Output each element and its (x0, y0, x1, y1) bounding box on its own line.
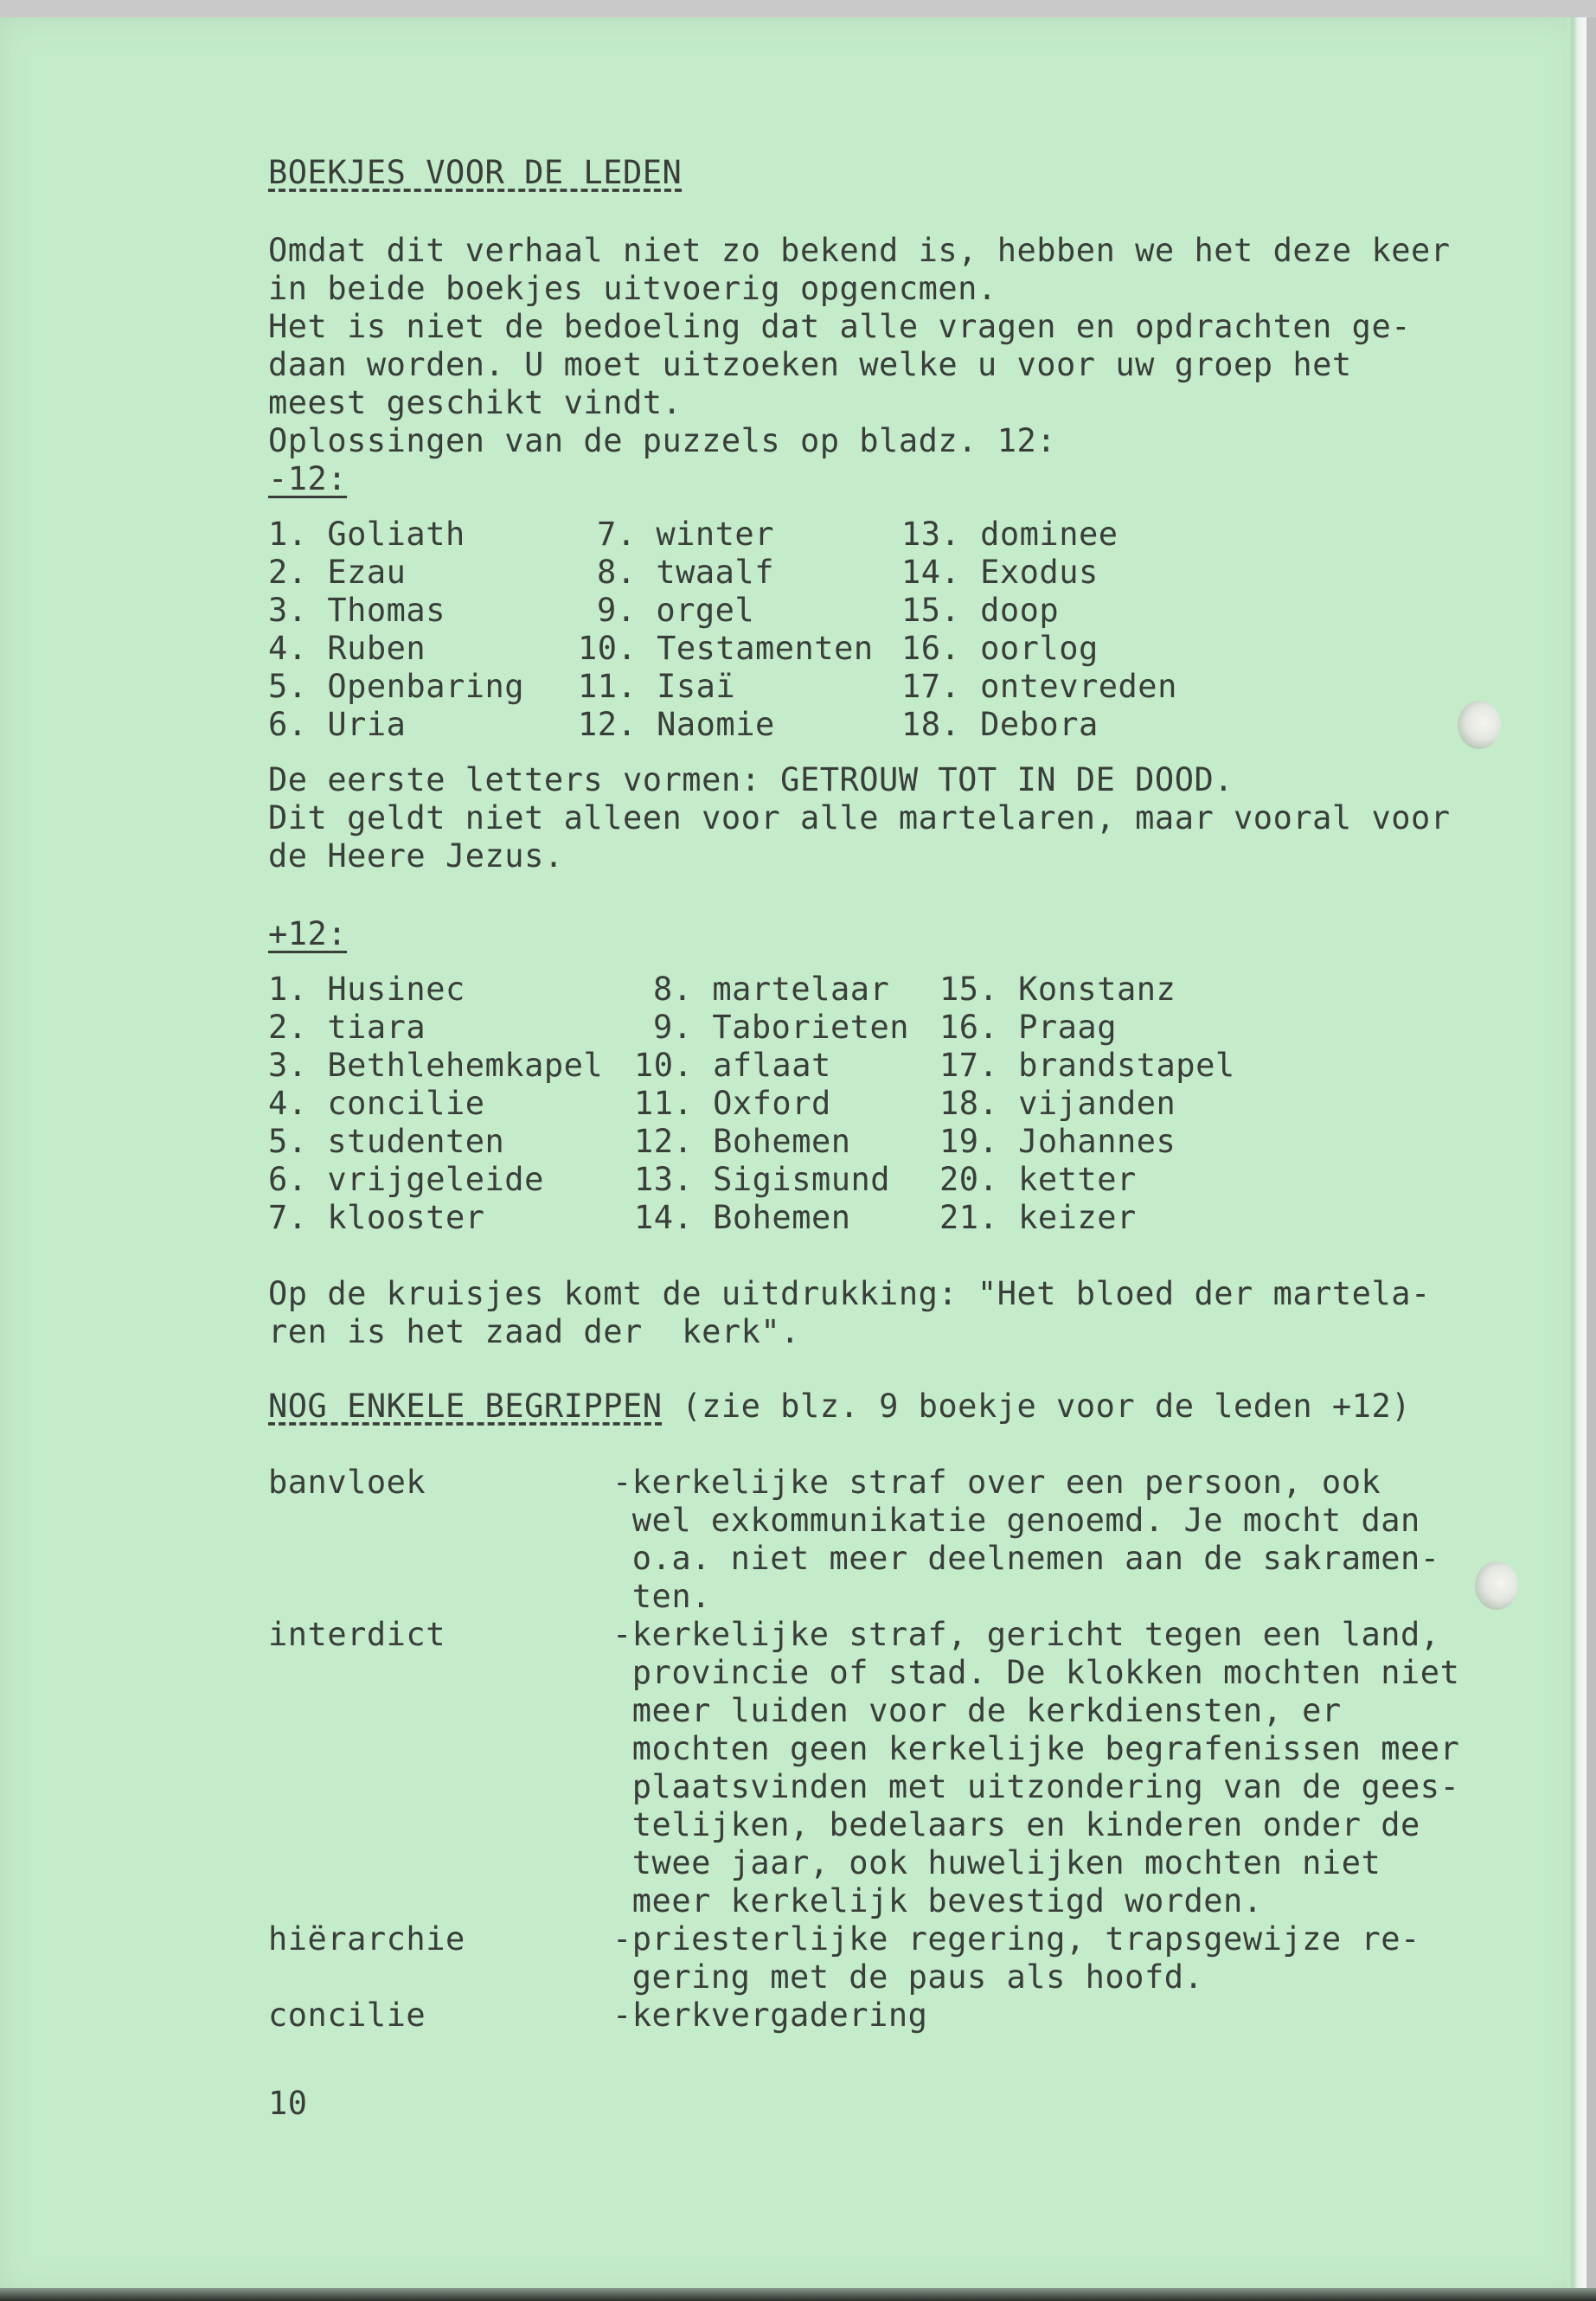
answer-item: 3. Thomas (268, 592, 445, 629)
answer-item: 2. Ezau (268, 554, 407, 591)
answer-item: 17. ontevreden (901, 668, 1177, 705)
answer-item: 13. dominee (901, 516, 1118, 553)
conclusion-line: de Heere Jezus. (268, 837, 564, 875)
heading-begrippen: NOG ENKELE BEGRIPPEN (268, 1388, 663, 1425)
answer-item: 18. vijanden (939, 1085, 1176, 1122)
answer-item: 13. Sigismund (634, 1161, 891, 1198)
answer-item: 7. winter (597, 516, 774, 553)
answer-item: 15. Konstanz (939, 971, 1176, 1008)
answer-item: 20. ketter (939, 1161, 1137, 1198)
answer-item: 1. Goliath (268, 516, 465, 553)
answer-item: 3. Bethlehemkapel (268, 1047, 604, 1084)
answer-item: 4. Ruben (268, 630, 426, 667)
answer-item: 18. Debora (901, 706, 1099, 743)
answer-item: 16. oorlog (901, 630, 1099, 667)
heading-begrippen-note: (zie blz. 9 boekje voor de leden +12) (662, 1388, 1412, 1425)
conclusion-line: Dit geldt niet alleen voor alle martelaren, maar vooral voor (268, 799, 1451, 836)
answer-item: 6. vrijgeleide (268, 1161, 544, 1198)
answer-item: 10. aflaat (634, 1047, 831, 1084)
answer-item: 10. Testamenten (578, 630, 874, 667)
heading-boekjes: BOEKJES VOOR DE LEDEN (268, 154, 683, 191)
term-definition-line: meer luiden voor de kerkdiensten, er (612, 1692, 1342, 1729)
answer-item: 4. concilie (268, 1085, 485, 1122)
intro-line: daan worden. U moet uitzoeken welke u voor uw groep het (268, 346, 1352, 383)
term-definition-line: plaatsvinden met uitzondering van de gees- (612, 1768, 1460, 1805)
intro-line: Omdat dit verhaal niet zo bekend is, hebben we het deze keer (268, 232, 1451, 269)
term-definition-line: gering met de paus als hoofd. (612, 1958, 1204, 1996)
page-right-edge (1567, 17, 1586, 2301)
term-label: interdict (268, 1616, 445, 1653)
answer-item: 14. Exodus (901, 554, 1099, 591)
answer-item: 17. brandstapel (939, 1047, 1235, 1084)
intro-line: meest geschikt vindt. (268, 384, 683, 421)
answer-item: 12. Bohemen (634, 1123, 851, 1160)
term-definition-line: meer kerkelijk bevestigd worden. (612, 1882, 1263, 1920)
term-definition-line: -kerkvergadering (612, 1997, 928, 2034)
answer-item: 5. studenten (268, 1123, 505, 1160)
answer-item: 2. tiara (268, 1009, 426, 1046)
answer-item: 11. Oxford (634, 1085, 831, 1122)
answer-item: 9. orgel (597, 592, 755, 629)
term-definition-line: twee jaar, ook huwelijken mochten niet (612, 1844, 1381, 1881)
scan-top-border (0, 0, 1596, 17)
intro-line: Het is niet de bedoeling dat alle vragen en opdrachten ge- (268, 308, 1412, 345)
intro-line: in beide boekjes uitvoerig opgencmen. (268, 270, 997, 307)
answer-item: 8. twaalf (597, 554, 774, 591)
answer-item: 21. keizer (939, 1199, 1137, 1236)
punch-hole-icon (1475, 1561, 1518, 1610)
term-definition-line: -kerkelijke straf, gericht tegen een land, (612, 1616, 1440, 1653)
scan-bottom-border (0, 2288, 1596, 2301)
conclusion-line: Op de kruisjes komt de uitdrukking: "Het bloed der martela- (268, 1275, 1431, 1312)
answer-item: 7. klooster (268, 1199, 485, 1236)
answer-item: 16. Praag (939, 1009, 1117, 1046)
conclusion-line: De eerste letters vormen: GETROUW TOT IN DE DOOD. (268, 761, 1234, 798)
term-label: hiërarchie (268, 1920, 465, 1958)
intro-line: Oplossingen van de puzzels op bladz. 12: (268, 422, 1057, 459)
term-label: banvloek (268, 1464, 426, 1501)
term-definition-line: telijken, bedelaars en kinderen onder de (612, 1806, 1420, 1843)
punch-hole-icon (1458, 701, 1501, 749)
answer-item: 5. Openbaring (268, 668, 525, 705)
term-definition-line: mochten geen kerkelijke begrafenissen meer (612, 1730, 1460, 1767)
answer-item: 14. Bohemen (634, 1199, 851, 1236)
term-definition-line: provincie of stad. De klokken mochten niet (612, 1654, 1460, 1691)
term-definition-line: -kerkelijke straf over een persoon, ook (612, 1464, 1381, 1501)
page-number: 10 (268, 2085, 308, 2122)
answer-item: 15. doop (901, 592, 1060, 629)
term-definition-line: ten. (612, 1578, 711, 1615)
answer-item: 6. Uria (268, 706, 407, 743)
answer-item: 9. Taborieten (653, 1009, 910, 1046)
answer-item: 12. Naomie (578, 706, 775, 743)
section-label-plus12: +12: (268, 915, 348, 952)
section-label-min12: -12: (268, 460, 348, 497)
term-label: concilie (268, 1997, 426, 2034)
term-definition-line: o.a. niet meer deelnemen aan de sakramen- (612, 1540, 1440, 1577)
term-definition-line: wel exkommunikatie genoemd. Je mocht dan (612, 1502, 1420, 1539)
answer-item: 11. Isaï (578, 668, 736, 705)
answer-item: 8. martelaar (653, 971, 890, 1008)
term-definition-line: -priesterlijke regering, trapsgewijze re- (612, 1920, 1420, 1958)
answer-item: 19. Johannes (939, 1123, 1176, 1160)
answer-item: 1. Husinec (268, 971, 465, 1008)
heading-begrippen-line (268, 1388, 1411, 1426)
conclusion-line: ren is het zaad der kerk". (268, 1313, 800, 1350)
